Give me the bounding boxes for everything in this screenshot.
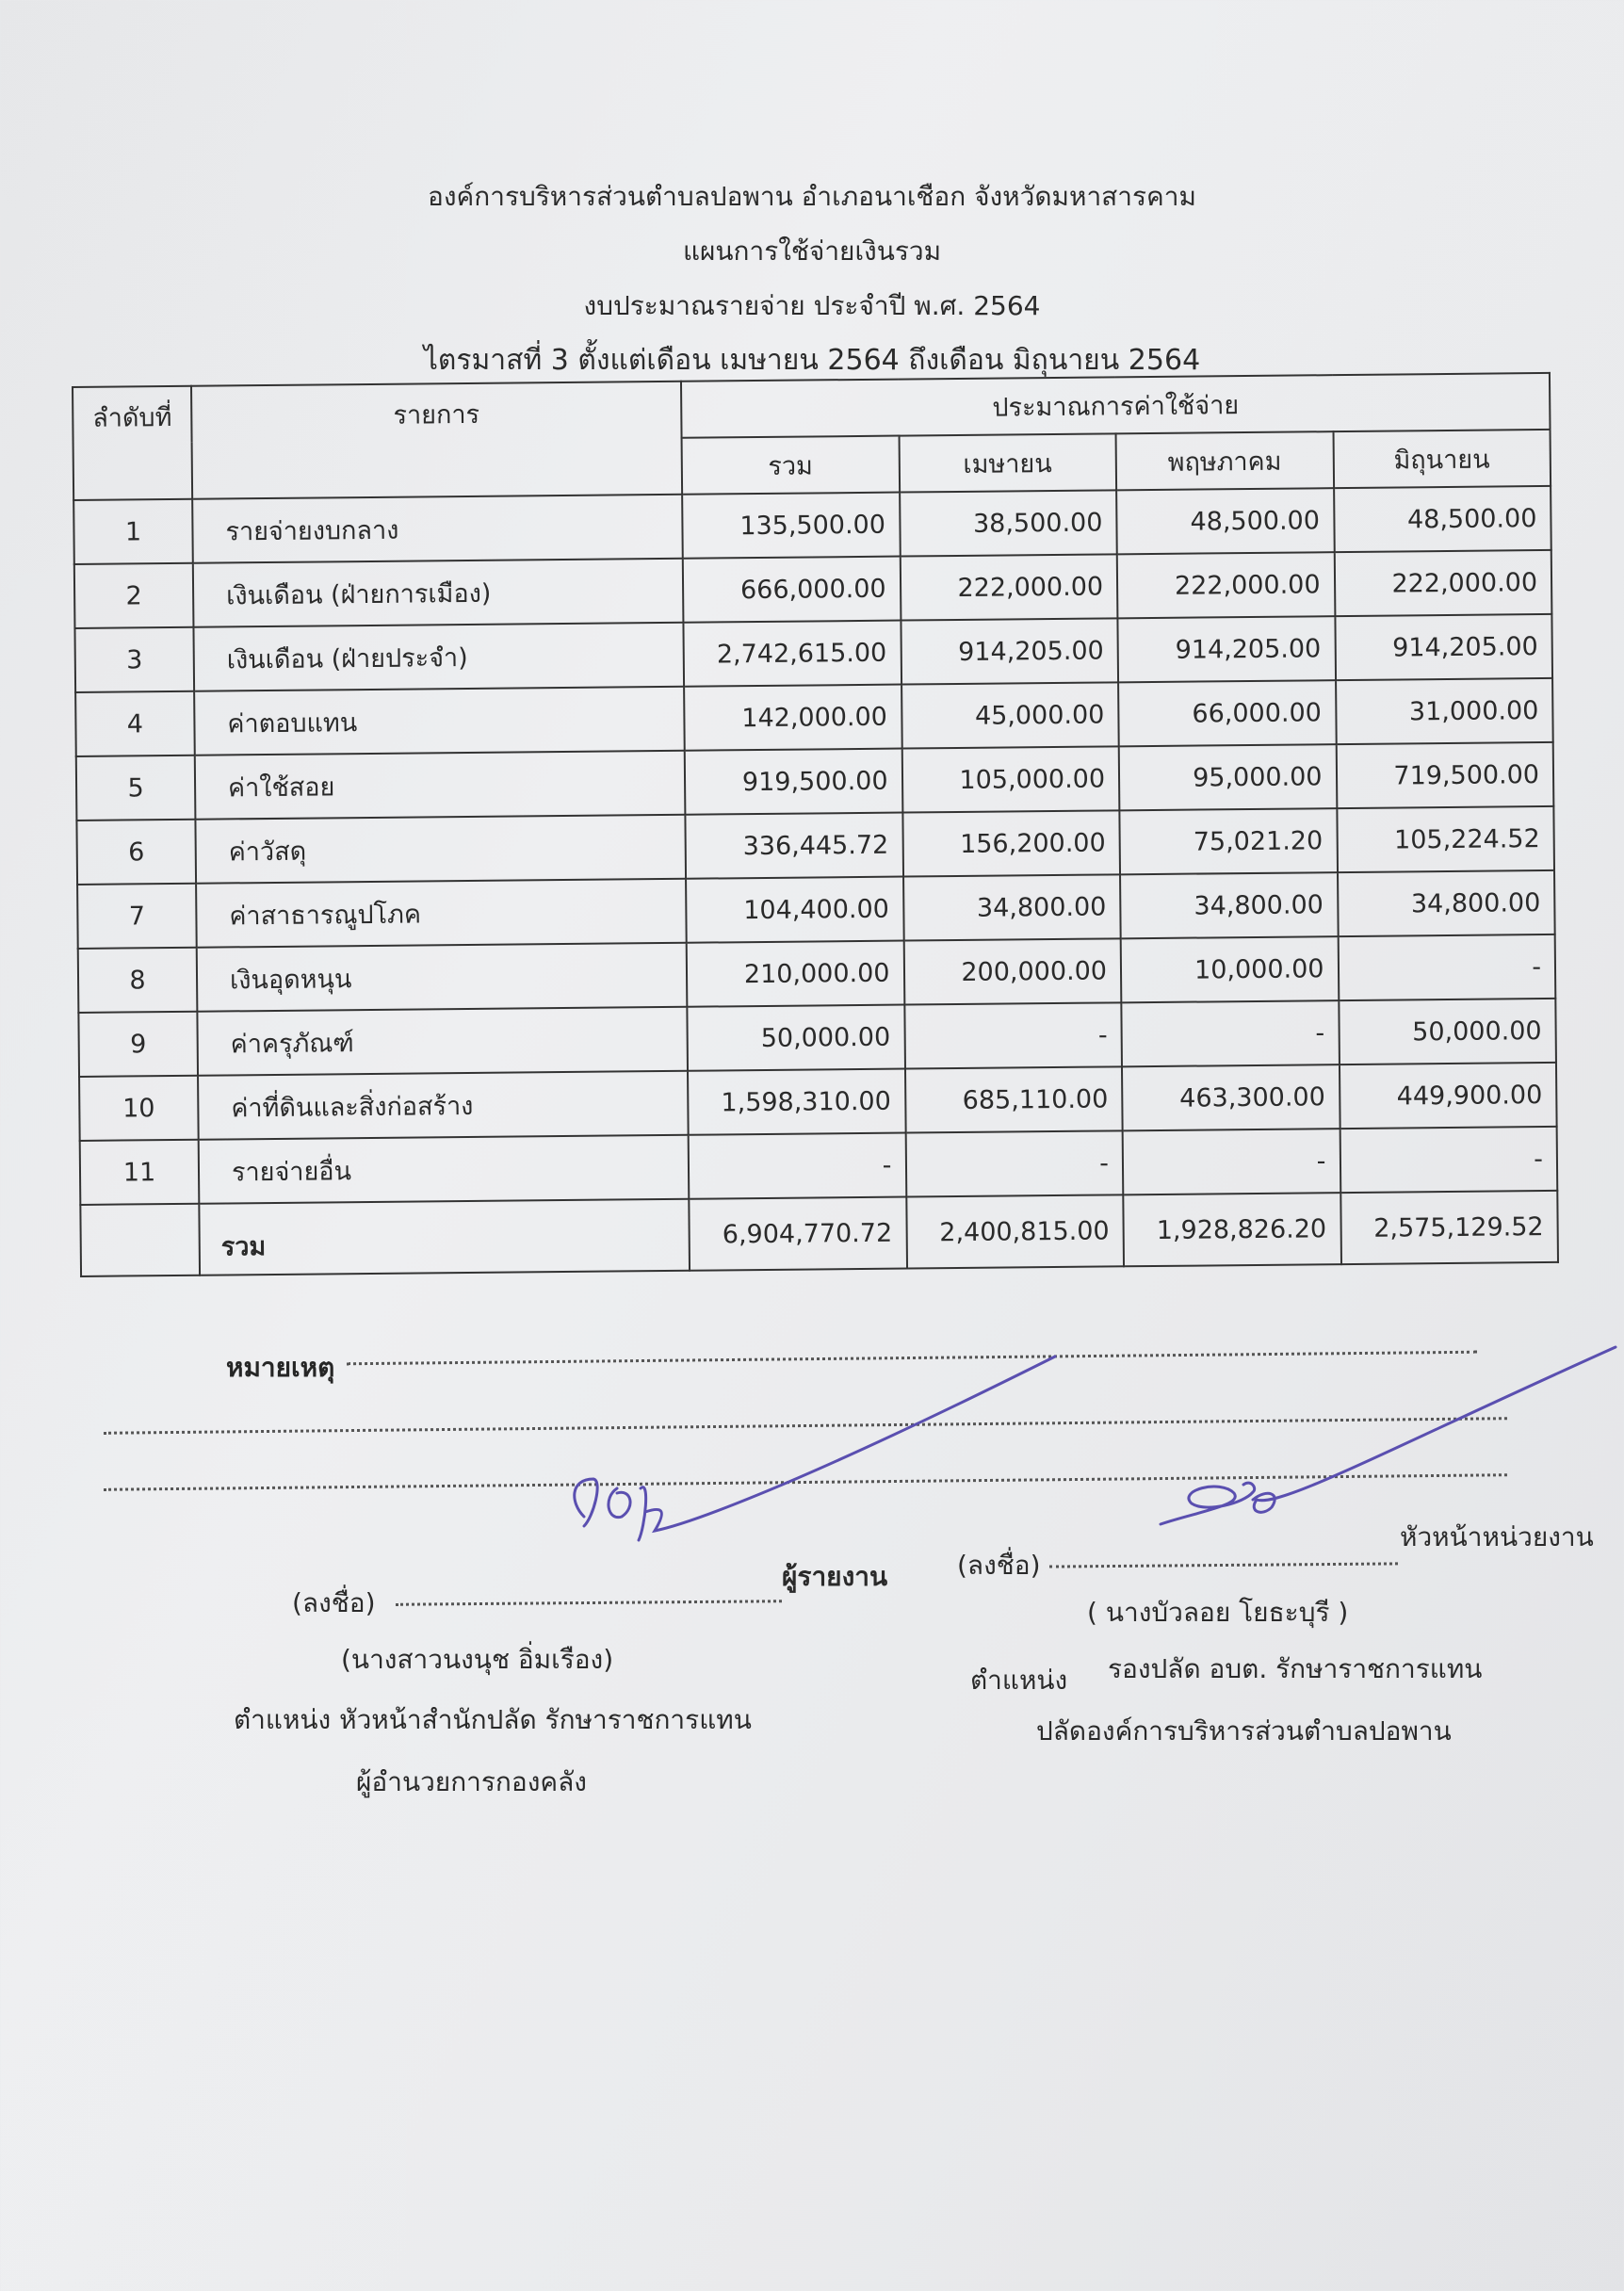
row-may: 914,205.00 [1117, 616, 1335, 682]
row-april: 222,000.00 [900, 554, 1117, 620]
header-april: เมษายน [899, 433, 1116, 492]
row-april: 38,500.00 [900, 490, 1117, 556]
sum-row [80, 1191, 1558, 1276]
row-total: - [689, 1133, 906, 1199]
row-no: 6 [76, 820, 196, 885]
row-april: - [904, 1002, 1122, 1068]
row-april: 685,110.00 [904, 1066, 1122, 1132]
row-june: 34,800.00 [1338, 870, 1555, 936]
budget-table-wrapper [72, 372, 1559, 1277]
row-item: เงินเดือน (ฝ่ายการเมือง) [193, 559, 684, 627]
sum-no [80, 1204, 200, 1276]
sum-total: 6,904,770.72 [689, 1197, 906, 1271]
row-may: 463,300.00 [1122, 1064, 1340, 1130]
header-june: มิถุนายน [1333, 430, 1551, 488]
left-position2: ผู้อำนวยการกองคลัง [356, 1766, 587, 1797]
row-item: ค่าตอบแทน [194, 687, 685, 756]
row-item: รายจ่ายงบกลาง [192, 495, 683, 563]
row-april: 34,800.00 [903, 874, 1121, 940]
row-may: 10,000.00 [1121, 936, 1339, 1002]
row-april: 200,000.00 [903, 938, 1121, 1004]
row-item: ค่าสาธารณูปโภค [196, 879, 687, 948]
header-item: รายการ [191, 382, 682, 499]
row-april: - [905, 1130, 1123, 1196]
row-april: 156,200.00 [902, 810, 1120, 876]
sum-june: 2,575,129.52 [1340, 1191, 1558, 1264]
row-june: 50,000.00 [1339, 999, 1556, 1064]
left-sign-label: (ลงชื่อ) [292, 1587, 376, 1618]
left-position: ตำแหน่ง หัวหน้าสำนักปลัด รักษาราชการแทน [234, 1704, 752, 1735]
sum-april: 2,400,815.00 [906, 1194, 1124, 1268]
row-no: 9 [78, 1012, 198, 1077]
row-june: 222,000.00 [1334, 550, 1551, 616]
row-may: 48,500.00 [1116, 488, 1334, 554]
row-may: 222,000.00 [1117, 552, 1335, 618]
header-no: ลำดับที่ [73, 386, 192, 500]
right-position: รองปลัด อบต. รักษาราชการแทน [1108, 1653, 1483, 1684]
row-item: รายจ่ายอื่น [199, 1135, 690, 1204]
row-june: 31,000.00 [1336, 678, 1553, 744]
row-may: 34,800.00 [1120, 872, 1338, 938]
row-item: เงินเดือน (ฝ่ายประจำ) [193, 623, 684, 691]
remark-label: หมายเหตุ [226, 1352, 335, 1383]
row-total: 142,000.00 [684, 685, 901, 751]
left-name: (นางสาวนงนุช อิ่มเรือง) [341, 1644, 614, 1675]
row-total: 336,445.72 [685, 813, 902, 879]
row-total: 135,500.00 [682, 493, 900, 559]
sum-may: 1,928,826.20 [1123, 1193, 1340, 1266]
header-may: พฤษภาคม [1116, 431, 1334, 490]
right-sign-line [1049, 1562, 1398, 1568]
left-sign-line [396, 1600, 782, 1606]
row-total: 666,000.00 [683, 557, 901, 623]
row-april: 914,205.00 [901, 618, 1118, 684]
row-april: 105,000.00 [901, 746, 1119, 812]
left-handwritten-signature [528, 1338, 1093, 1583]
row-may: 95,000.00 [1119, 744, 1337, 810]
row-june: - [1338, 934, 1555, 1000]
right-position-label: ตำแหน่ง [970, 1665, 1068, 1696]
row-april: 45,000.00 [901, 682, 1119, 748]
row-june: 48,500.00 [1334, 486, 1551, 552]
row-item: ค่าครุภัณฑ์ [197, 1007, 688, 1076]
right-position2: ปลัดองค์การบริหารส่วนตำบลปอพาน [1036, 1715, 1452, 1747]
org-title: องค์การบริหารส่วนตำบลปอพาน อำเภอนาเชือก จังหวัดมหาสารคาม [428, 181, 1196, 212]
row-no: 8 [78, 948, 198, 1013]
sum-label: รวม [199, 1199, 690, 1275]
row-total: 1,598,310.00 [688, 1069, 905, 1135]
row-no: 1 [73, 499, 193, 564]
row-may: - [1121, 1000, 1339, 1066]
row-may: - [1123, 1129, 1340, 1194]
right-name: ( นางบัวลอย โยธะบุรี ) [1087, 1597, 1349, 1628]
header-estimate-group: ประมาณการค่าใช้จ่าย [681, 373, 1551, 438]
row-june: 449,900.00 [1339, 1063, 1556, 1129]
row-june: 719,500.00 [1336, 742, 1553, 808]
row-june: 105,224.52 [1337, 806, 1554, 872]
row-no: 2 [74, 563, 194, 628]
header-total: รวม [682, 436, 900, 495]
row-may: 66,000.00 [1118, 680, 1336, 746]
row-no: 3 [74, 627, 194, 692]
row-total: 2,742,615.00 [683, 621, 901, 687]
row-item: ค่าวัสดุ [195, 815, 686, 884]
row-no: 5 [76, 756, 196, 821]
row-total: 919,500.00 [685, 749, 902, 815]
row-june: 914,205.00 [1335, 614, 1552, 680]
budget-title: งบประมาณรายจ่าย ประจำปี พ.ศ. 2564 [583, 290, 1041, 321]
period-title: ไตรมาสที่ 3 ตั้งแต่เดือน เมษายน 2564 ถึงเดือน มิถุนายน 2564 [423, 344, 1201, 377]
row-total: 210,000.00 [687, 941, 904, 1007]
row-no: 11 [80, 1140, 200, 1205]
row-item: ค่าที่ดินและสิ่งก่อสร้าง [198, 1071, 689, 1140]
right-role: หัวหน้าหน่วยงาน [1400, 1521, 1594, 1552]
row-may: 75,021.20 [1119, 808, 1337, 874]
row-total: 50,000.00 [687, 1005, 904, 1071]
row-total: 104,400.00 [686, 877, 903, 943]
document-header [0, 170, 1624, 388]
right-sign-label: (ลงชื่อ) [957, 1550, 1041, 1581]
plan-title: แผนการใช้จ่ายเงินรวม [682, 236, 942, 267]
row-item: เงินอุดหนุน [197, 943, 688, 1012]
row-no: 7 [77, 884, 197, 949]
row-june: - [1340, 1127, 1557, 1193]
row-item: ค่าใช้สอย [195, 751, 686, 820]
right-handwritten-signature [1140, 1338, 1624, 1554]
left-role: ผู้รายงาน [782, 1561, 888, 1592]
budget-table [72, 372, 1559, 1277]
row-no: 4 [75, 691, 195, 756]
row-no: 10 [79, 1076, 199, 1141]
